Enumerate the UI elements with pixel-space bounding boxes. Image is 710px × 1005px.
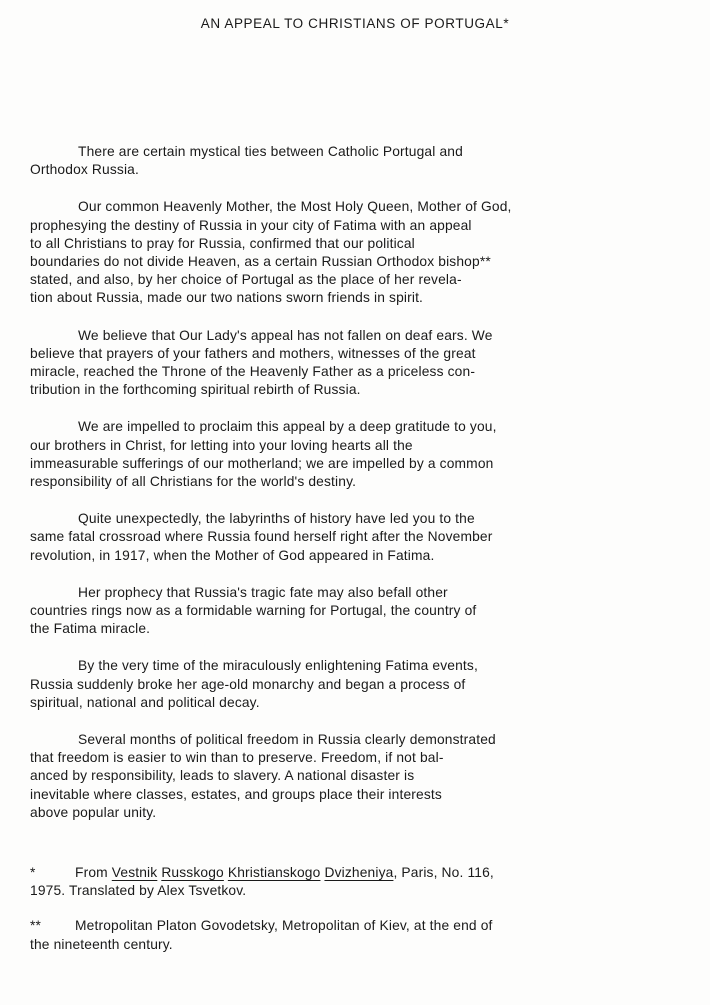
paragraph-5 [30,510,690,565]
footnotes [30,864,690,971]
text-line: There are certain mystical ties between Catholic Portugal and [78,144,463,159]
footnote-mark: * [30,865,36,880]
paragraph-7 [30,657,690,712]
text-line: By the very time of the miraculously enlightening Fatima events, [78,658,478,674]
footnote-prefix: From [75,865,108,880]
source-title-word: Khristianskogo [227,865,321,880]
footnote-line [30,917,690,935]
text-line: the Fatima miracle. [30,621,151,637]
text-line: countries rings now as a formidable warning for Portugal, the country of [30,603,477,619]
text-line: Quite unexpectedly, the labyrinths of history have led you to the [78,511,475,527]
text-line: stated, and also, by her choice of Portugal as the place of her revela- [30,272,462,288]
text-line: above popular unity. [30,804,157,820]
footnote-2 [30,917,690,953]
text-line: anced by responsibility, leads to slavery. A national disaster is [30,768,415,784]
document-body [30,143,690,841]
text-line: Orthodox Russia. [30,162,139,178]
text-line: to all Christians to pray for Russia, confirmed that our political [30,235,415,251]
text-line: We are impelled to proclaim this appeal by a deep gratitude to you, [78,419,497,435]
paragraph-8 [30,731,690,822]
text-line: boundaries do not divide Heaven, as a certain Russian Orthodox bishop** [30,254,491,270]
source-title-word: Vestnik [111,865,158,880]
text-line: tribution in the forthcoming spiritual rebirth of Russia. [30,382,361,398]
paragraph-1 [30,143,690,179]
footnote-mark: ** [30,918,42,934]
text-line: prophesying the destiny of Russia in your city of Fatima with an appeal [30,217,472,233]
text-line: spiritual, national and political decay. [30,694,260,710]
footnote-suffix: , Paris, No. 116, [393,865,494,880]
text-line: inevitable where classes, estates, and groups place their interests [30,786,442,802]
text-line: same fatal crossroad where Russia found herself right after the November [30,529,493,545]
paragraph-3 [30,327,690,400]
paragraph-6 [30,584,690,639]
text-line: Her prophecy that Russia's tragic fate may also befall other [78,584,448,600]
text-line: revolution, in 1917, when the Mother of God appeared in Fatima. [30,547,435,563]
footnote-line [30,864,690,882]
source-title-word: Russkogo [161,865,224,880]
text-line: immeasurable sufferings of our motherland; we are impelled by a common [30,455,494,471]
footnote-text: Metropolitan Platon Govodetsky, Metropolitan of Kiev, at the end of [75,918,493,934]
paragraph-2 [30,198,690,307]
text-line: miracle, reached the Throne of the Heavenly Father as a priceless con- [30,364,476,380]
text-line: Russia suddenly broke her age-old monarchy and began a process of [30,676,466,692]
source-title-word: Dvizheniya [324,865,394,880]
page-title: AN APPEAL TO CHRISTIANS OF PORTUGAL* [200,16,510,31]
text-line: Our common Heavenly Mother, the Most Holy Queen, Mother of God, [78,199,512,215]
footnote-1 [30,864,690,900]
text-line: our brothers in Christ, for letting into your loving hearts all the [30,437,413,453]
text-line: Several months of political freedom in Russia clearly demonstrated [78,732,496,748]
footnote-line: the nineteenth century. [30,936,173,952]
text-line: that freedom is easier to win than to preserve. Freedom, if not bal- [30,750,444,766]
paragraph-4 [30,418,690,491]
text-line: believe that prayers of your fathers and mothers, witnesses of the great [30,345,476,361]
text-line: responsibility of all Christians for the world's destiny. [30,474,357,490]
text-line: tion about Russia, made our two nations sworn friends in spirit. [30,290,424,306]
footnote-line: 1975. Translated by Alex Tsvetkov. [30,883,247,899]
text-line: We believe that Our Lady's appeal has not fallen on deaf ears. We [78,327,493,343]
